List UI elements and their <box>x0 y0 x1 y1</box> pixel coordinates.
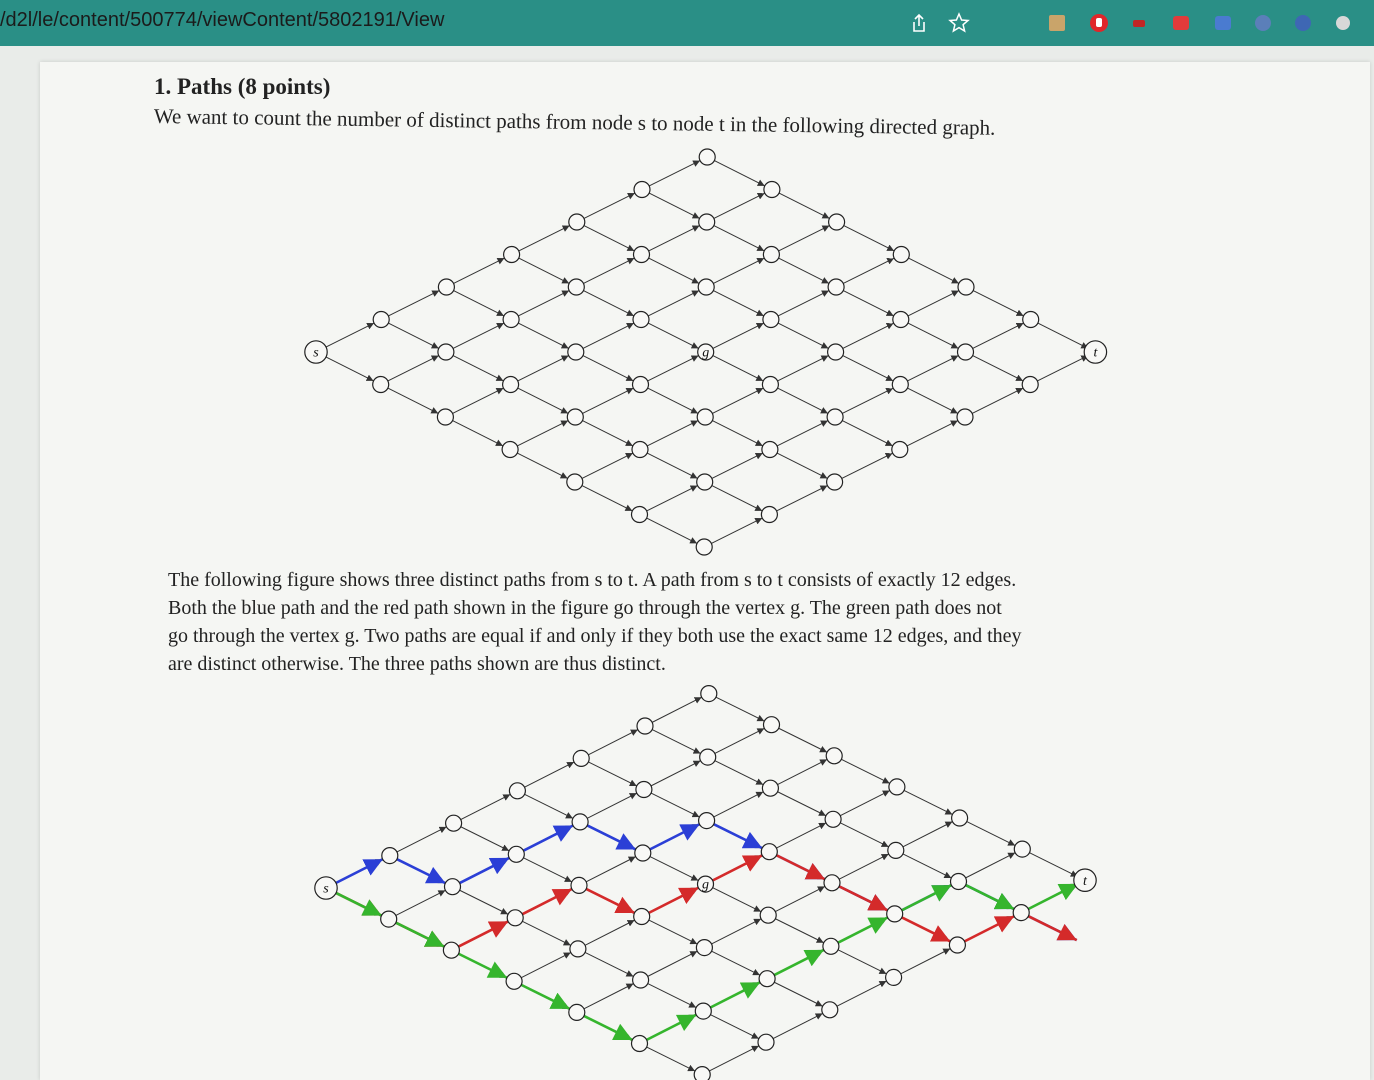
graph-node <box>381 911 397 927</box>
node-label-s: s <box>313 345 319 361</box>
red-path-edge <box>586 889 634 913</box>
graph-node <box>508 846 524 862</box>
graph-node <box>635 845 651 861</box>
red-path-edge <box>902 917 950 941</box>
graph-node <box>1014 841 1030 857</box>
graph-node <box>759 971 775 987</box>
graph-edge <box>775 919 823 943</box>
graph-edge <box>397 827 447 852</box>
problem-intro: We want to count the number of distinct paths from node s to node t in the following directed graph. <box>153 104 996 140</box>
graph-edge <box>649 920 697 944</box>
graph-edge <box>588 730 638 755</box>
graph-node <box>446 815 462 831</box>
graph-edge <box>779 728 827 752</box>
green-path-edge <box>774 950 824 975</box>
green-path-edge <box>333 892 381 916</box>
blue-path-edge <box>650 824 700 849</box>
graph-edge <box>396 890 446 915</box>
graph-edge <box>651 761 701 786</box>
graph-edge <box>587 793 637 818</box>
graph-edge <box>585 952 633 976</box>
graph-edge <box>648 984 696 1008</box>
graph-node <box>445 879 461 895</box>
graph-edge <box>652 697 702 722</box>
graph-edge <box>901 949 951 974</box>
graph-edge <box>651 793 699 817</box>
graph-nodes <box>315 686 1096 1080</box>
graph-node <box>758 1034 774 1050</box>
graph-node <box>1013 905 1029 921</box>
graph-node <box>700 749 716 765</box>
graph-edge <box>588 762 636 786</box>
graph-edge <box>461 827 509 851</box>
blue-path-edge <box>523 826 573 851</box>
graph-edge <box>966 853 1016 878</box>
graph-edge <box>585 920 635 945</box>
graph-edge <box>710 1015 758 1039</box>
graph-node <box>443 942 459 958</box>
red-path-edge <box>965 916 1015 941</box>
graph-edge <box>778 759 828 784</box>
graph-edge <box>521 953 571 978</box>
graph-node <box>694 1067 710 1080</box>
green-path-edge <box>396 923 444 947</box>
graph-edge <box>522 921 570 945</box>
graph-edge <box>460 890 508 914</box>
graph-node <box>889 779 905 795</box>
graph-node <box>822 1002 838 1018</box>
graph-node <box>506 973 522 989</box>
graph-edge <box>709 1046 759 1071</box>
green-path-edge <box>521 985 569 1009</box>
blue-path-edge <box>714 824 762 848</box>
graph-node <box>569 1004 585 1020</box>
graph-node <box>634 909 650 925</box>
graph-edge <box>840 823 888 847</box>
red-path-edge <box>776 855 824 879</box>
graph-edge <box>525 794 573 818</box>
graph-edge <box>647 1047 695 1071</box>
graph-node <box>761 844 777 860</box>
paragraph-line: go through the vertex g. Two paths are equal if and only if they both use the exact same 12 edges, and they <box>168 625 1022 647</box>
green-path-edge <box>838 918 888 943</box>
graph-edge <box>714 792 764 817</box>
graph-node <box>887 906 903 922</box>
graph-node <box>509 783 525 799</box>
graph-node <box>696 940 712 956</box>
paragraph-line: Both the blue path and the red path shown in the figure go through the vertex g. The green path does not <box>168 597 1002 619</box>
red-path-edge <box>522 889 572 914</box>
graph-edge <box>903 854 951 878</box>
graph-edge <box>525 762 575 787</box>
blue-path-edge <box>333 859 383 884</box>
green-path-edge <box>710 982 760 1007</box>
graph-node <box>888 842 904 858</box>
graph-edge <box>650 857 698 881</box>
graph-node <box>572 814 588 830</box>
graph-edge <box>839 854 889 879</box>
graph-node <box>824 875 840 891</box>
blue-path-edge <box>397 859 445 883</box>
graph-node <box>636 782 652 798</box>
graph-edge <box>904 790 952 814</box>
graph-node <box>695 1003 711 1019</box>
node-label-t: t <box>1093 345 1098 361</box>
graph-edge <box>712 919 762 944</box>
graph-edge <box>652 730 700 754</box>
graph-node <box>382 848 398 864</box>
graph-node <box>637 718 653 734</box>
graph-node <box>949 937 965 953</box>
blue-path-edge <box>587 825 635 849</box>
red-path-edge <box>713 855 763 880</box>
green-path-edge <box>1028 884 1078 909</box>
paragraph-line: are distinct otherwise. The three paths shown are thus distinct. <box>168 653 666 675</box>
graph-node <box>826 748 842 764</box>
graph-node <box>764 717 780 733</box>
graph-node <box>825 811 841 827</box>
graph-node <box>762 780 778 796</box>
graph-edge <box>840 791 890 816</box>
graph-edge <box>1029 853 1077 877</box>
green-path-edge <box>647 1015 697 1040</box>
graph-edge <box>586 857 636 882</box>
graph-edge <box>715 728 765 753</box>
graph-node <box>570 941 586 957</box>
graph-edge <box>778 792 826 816</box>
graph-edge <box>584 984 634 1009</box>
green-path-edge <box>584 1016 632 1040</box>
node-label-s: s <box>323 881 329 897</box>
paragraph-line: The following figure shows three distinct paths from s to t. A path from s to t consists of exactly 12 edges. <box>168 569 1017 591</box>
graph-edge <box>774 982 822 1006</box>
node-label-g: g <box>702 345 710 361</box>
blue-path-edge <box>460 858 510 883</box>
graph-edge <box>715 761 763 785</box>
problem-title: 1. Paths (8 points) <box>154 74 331 99</box>
graph-node <box>573 750 589 766</box>
graph-edge <box>716 697 764 721</box>
graph-edge <box>712 951 760 975</box>
graph-edge <box>648 951 698 976</box>
graph-node <box>823 938 839 954</box>
graph-edge <box>461 794 511 819</box>
green-path-edge <box>902 885 952 910</box>
green-path-edge <box>459 954 507 978</box>
graph-node <box>633 972 649 988</box>
graph-edge <box>523 858 571 882</box>
graph-edge <box>903 822 953 847</box>
graph-node <box>760 907 776 923</box>
graph-node <box>951 874 967 890</box>
red-path-edge <box>649 888 699 913</box>
graph-node <box>952 810 968 826</box>
node-label-g: g <box>702 877 709 893</box>
graph-edge <box>841 759 889 783</box>
red-path-edge <box>1028 916 1076 940</box>
graph-node <box>507 910 523 926</box>
red-path-edge <box>839 886 887 910</box>
graph-edge <box>837 981 887 1006</box>
address-bar[interactable]: /d2l/le/content/500774/viewContent/5802191/View <box>0 9 445 31</box>
graph-node <box>632 1036 648 1052</box>
graph-edge <box>967 822 1015 846</box>
graph-node <box>699 813 715 829</box>
graph-edge <box>838 950 886 974</box>
red-path-edge <box>459 921 509 946</box>
graph-edge <box>775 886 825 911</box>
graph-edge <box>713 888 761 912</box>
graph-node <box>701 686 717 702</box>
graph-edge <box>773 1013 823 1038</box>
graph-edge <box>776 823 826 848</box>
graph-node <box>886 969 902 985</box>
green-path-edge <box>966 885 1014 909</box>
node-label-t: t <box>1083 873 1087 889</box>
graph-node <box>571 877 587 893</box>
